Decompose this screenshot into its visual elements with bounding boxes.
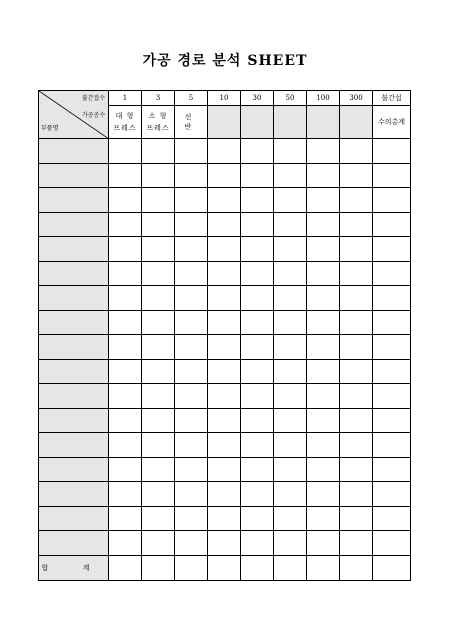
- data-cell[interactable]: [175, 188, 208, 213]
- data-cell[interactable]: [373, 212, 411, 237]
- data-cell[interactable]: [373, 457, 411, 482]
- data-cell[interactable]: [142, 384, 175, 409]
- data-cell[interactable]: [142, 139, 175, 164]
- part-name-cell[interactable]: [39, 335, 109, 360]
- data-cell[interactable]: [307, 139, 340, 164]
- data-cell[interactable]: [274, 139, 307, 164]
- data-cell[interactable]: [340, 212, 373, 237]
- data-cell[interactable]: [340, 531, 373, 556]
- data-cell[interactable]: [175, 433, 208, 458]
- data-cell[interactable]: [208, 212, 241, 237]
- data-cell[interactable]: [274, 335, 307, 360]
- table-row: [39, 482, 411, 507]
- total-cell[interactable]: [307, 555, 340, 580]
- data-cell[interactable]: [175, 310, 208, 335]
- data-cell[interactable]: [340, 408, 373, 433]
- part-name-cell[interactable]: [39, 163, 109, 188]
- header-number: 300: [340, 91, 373, 106]
- data-cell[interactable]: [274, 212, 307, 237]
- data-cell[interactable]: [340, 188, 373, 213]
- table-row: [39, 163, 411, 188]
- data-cell[interactable]: [109, 506, 142, 531]
- data-cell[interactable]: [307, 359, 340, 384]
- process-total-count: 수의총계: [373, 106, 411, 139]
- data-cell[interactable]: [340, 457, 373, 482]
- data-cell[interactable]: [109, 408, 142, 433]
- data-cell[interactable]: [109, 310, 142, 335]
- header-number-row: [39, 91, 411, 106]
- header-number: 1: [109, 91, 142, 106]
- data-cell[interactable]: [109, 384, 142, 409]
- data-cell[interactable]: [175, 335, 208, 360]
- total-cell[interactable]: [340, 555, 373, 580]
- data-cell[interactable]: [241, 384, 274, 409]
- process-empty: [307, 106, 340, 139]
- data-cell[interactable]: [175, 261, 208, 286]
- process-lathe: 선 반: [175, 106, 208, 139]
- data-cell[interactable]: [142, 433, 175, 458]
- total-cell[interactable]: [109, 555, 142, 580]
- data-cell[interactable]: [208, 335, 241, 360]
- data-cell[interactable]: [373, 139, 411, 164]
- table-row: [39, 237, 411, 262]
- total-cell[interactable]: [373, 555, 411, 580]
- total-cell[interactable]: [175, 555, 208, 580]
- process-small-press-line2: 프레스: [146, 124, 170, 132]
- process-large-press-line1: 대 형: [115, 112, 135, 120]
- data-cell[interactable]: [109, 433, 142, 458]
- data-cell[interactable]: [142, 457, 175, 482]
- data-cell[interactable]: [208, 408, 241, 433]
- data-cell[interactable]: [142, 286, 175, 311]
- data-cell[interactable]: [241, 433, 274, 458]
- data-cell[interactable]: [340, 335, 373, 360]
- data-cell[interactable]: [175, 163, 208, 188]
- data-cell[interactable]: [175, 457, 208, 482]
- data-cell[interactable]: [307, 310, 340, 335]
- data-cell[interactable]: [307, 531, 340, 556]
- data-cell[interactable]: [307, 237, 340, 262]
- data-cell[interactable]: [373, 384, 411, 409]
- data-cell[interactable]: [142, 408, 175, 433]
- data-cell[interactable]: [241, 139, 274, 164]
- data-cell[interactable]: [340, 261, 373, 286]
- corner-cell: [39, 91, 109, 139]
- header-number: 30: [241, 91, 274, 106]
- table-row: [39, 457, 411, 482]
- data-cell[interactable]: [373, 335, 411, 360]
- total-cell[interactable]: [241, 555, 274, 580]
- data-cell[interactable]: [274, 359, 307, 384]
- data-cell[interactable]: [373, 482, 411, 507]
- data-cell[interactable]: [109, 139, 142, 164]
- data-cell[interactable]: [241, 359, 274, 384]
- table-row: [39, 261, 411, 286]
- data-cell[interactable]: [109, 531, 142, 556]
- part-name-cell[interactable]: [39, 506, 109, 531]
- data-cell[interactable]: [109, 457, 142, 482]
- corner-mid-label: 가공공수: [81, 112, 105, 119]
- data-cell[interactable]: [241, 335, 274, 360]
- data-cell[interactable]: [373, 433, 411, 458]
- header-number: 100: [307, 91, 340, 106]
- data-cell[interactable]: [175, 286, 208, 311]
- data-cell[interactable]: [175, 531, 208, 556]
- total-row: [39, 555, 411, 580]
- data-cell[interactable]: [241, 506, 274, 531]
- data-cell[interactable]: [274, 482, 307, 507]
- data-cell[interactable]: [208, 384, 241, 409]
- data-cell[interactable]: [109, 163, 142, 188]
- process-small-press-line1: 소 형: [148, 112, 168, 120]
- data-cell[interactable]: [142, 261, 175, 286]
- data-cell[interactable]: [274, 261, 307, 286]
- data-cell[interactable]: [274, 433, 307, 458]
- data-cell[interactable]: [373, 188, 411, 213]
- analysis-table: [38, 90, 411, 581]
- data-cell[interactable]: [307, 163, 340, 188]
- part-name-cell[interactable]: [39, 286, 109, 311]
- table-row: [39, 212, 411, 237]
- data-cell[interactable]: [373, 531, 411, 556]
- data-cell[interactable]: [307, 482, 340, 507]
- data-cell[interactable]: [307, 506, 340, 531]
- part-name-cell[interactable]: [39, 237, 109, 262]
- part-name-cell[interactable]: [39, 531, 109, 556]
- header-number: 5: [175, 91, 208, 106]
- process-empty: [274, 106, 307, 139]
- data-cell[interactable]: [208, 359, 241, 384]
- data-cell[interactable]: [241, 286, 274, 311]
- data-cell[interactable]: [109, 482, 142, 507]
- process-large-press: [109, 106, 142, 139]
- process-empty: [241, 106, 274, 139]
- part-name-cell[interactable]: [39, 384, 109, 409]
- data-cell[interactable]: [307, 433, 340, 458]
- part-name-cell[interactable]: [39, 482, 109, 507]
- data-cell[interactable]: [109, 286, 142, 311]
- data-cell[interactable]: [208, 457, 241, 482]
- data-cell[interactable]: [241, 163, 274, 188]
- data-cell[interactable]: [109, 188, 142, 213]
- total-cell[interactable]: [142, 555, 175, 580]
- data-cell[interactable]: [373, 506, 411, 531]
- data-cell[interactable]: [142, 531, 175, 556]
- data-cell[interactable]: [142, 188, 175, 213]
- data-cell[interactable]: [307, 188, 340, 213]
- data-cell[interactable]: [340, 359, 373, 384]
- data-cell[interactable]: [373, 286, 411, 311]
- part-name-cell[interactable]: [39, 139, 109, 164]
- data-cell[interactable]: [208, 506, 241, 531]
- data-cell[interactable]: [241, 531, 274, 556]
- data-cell[interactable]: [340, 163, 373, 188]
- table-row: [39, 384, 411, 409]
- data-cell[interactable]: [241, 482, 274, 507]
- data-cell[interactable]: [274, 531, 307, 556]
- data-cell[interactable]: [175, 212, 208, 237]
- data-cell[interactable]: [274, 384, 307, 409]
- data-cell[interactable]: [142, 335, 175, 360]
- table-row: [39, 335, 411, 360]
- part-name-cell[interactable]: [39, 261, 109, 286]
- table-row: [39, 359, 411, 384]
- total-cell[interactable]: [274, 555, 307, 580]
- data-cell[interactable]: [109, 359, 142, 384]
- data-cell[interactable]: [142, 359, 175, 384]
- data-cell[interactable]: [142, 482, 175, 507]
- data-cell[interactable]: [241, 310, 274, 335]
- data-cell[interactable]: [274, 163, 307, 188]
- data-cell[interactable]: [373, 310, 411, 335]
- data-cell[interactable]: [175, 506, 208, 531]
- data-cell[interactable]: [274, 237, 307, 262]
- data-cell[interactable]: [175, 482, 208, 507]
- data-cell[interactable]: [241, 212, 274, 237]
- data-cell[interactable]: [208, 188, 241, 213]
- data-cell[interactable]: [307, 212, 340, 237]
- table-row: [39, 531, 411, 556]
- data-cell[interactable]: [175, 408, 208, 433]
- data-cell[interactable]: [109, 261, 142, 286]
- data-cell[interactable]: [109, 237, 142, 262]
- table-row: [39, 433, 411, 458]
- data-cell[interactable]: [208, 433, 241, 458]
- data-cell[interactable]: [208, 261, 241, 286]
- process-small-press: [142, 106, 175, 139]
- data-cell[interactable]: [208, 139, 241, 164]
- header-number: 불간섭: [373, 91, 411, 106]
- data-cell[interactable]: [373, 261, 411, 286]
- data-cell[interactable]: [340, 384, 373, 409]
- data-cell[interactable]: [274, 408, 307, 433]
- data-cell[interactable]: [340, 310, 373, 335]
- data-cell[interactable]: [274, 506, 307, 531]
- data-cell[interactable]: [241, 261, 274, 286]
- part-name-cell[interactable]: [39, 212, 109, 237]
- data-cell[interactable]: [373, 237, 411, 262]
- data-cell[interactable]: [340, 433, 373, 458]
- data-cell[interactable]: [307, 384, 340, 409]
- data-cell[interactable]: [208, 531, 241, 556]
- part-name-cell[interactable]: [39, 310, 109, 335]
- data-cell[interactable]: [274, 188, 307, 213]
- part-name-cell[interactable]: [39, 188, 109, 213]
- data-cell[interactable]: [373, 163, 411, 188]
- header-number: 10: [208, 91, 241, 106]
- data-cell[interactable]: [208, 286, 241, 311]
- table-row: [39, 188, 411, 213]
- data-cell[interactable]: [274, 310, 307, 335]
- data-cell[interactable]: [208, 310, 241, 335]
- data-cell[interactable]: [142, 237, 175, 262]
- data-cell[interactable]: [241, 408, 274, 433]
- data-cell[interactable]: [208, 163, 241, 188]
- data-cell[interactable]: [307, 457, 340, 482]
- process-large-press-line2: 프레스: [113, 124, 137, 132]
- data-cell[interactable]: [175, 139, 208, 164]
- data-cell[interactable]: [175, 384, 208, 409]
- data-cell[interactable]: [307, 286, 340, 311]
- header-number: 50: [274, 91, 307, 106]
- total-label: 합 계: [39, 555, 109, 580]
- data-cell[interactable]: [373, 359, 411, 384]
- data-cell[interactable]: [241, 457, 274, 482]
- data-cell[interactable]: [142, 163, 175, 188]
- table-row: [39, 310, 411, 335]
- data-cell[interactable]: [208, 237, 241, 262]
- data-cell[interactable]: [175, 237, 208, 262]
- data-cell[interactable]: [340, 139, 373, 164]
- corner-left-label: 부품명: [41, 125, 59, 132]
- data-cell[interactable]: [340, 286, 373, 311]
- corner-top-label: 불간접수: [81, 95, 105, 102]
- data-cell[interactable]: [340, 482, 373, 507]
- sheet-title: 가공 경로 분석 SHEET: [142, 53, 308, 69]
- data-cell[interactable]: [241, 188, 274, 213]
- part-name-cell[interactable]: [39, 457, 109, 482]
- total-cell[interactable]: [208, 555, 241, 580]
- part-name-cell[interactable]: [39, 359, 109, 384]
- data-cell[interactable]: [142, 212, 175, 237]
- data-cell[interactable]: [340, 237, 373, 262]
- data-cell[interactable]: [307, 261, 340, 286]
- data-cell[interactable]: [340, 506, 373, 531]
- part-name-cell[interactable]: [39, 408, 109, 433]
- data-cell[interactable]: [307, 408, 340, 433]
- process-empty: [208, 106, 241, 139]
- data-cell[interactable]: [307, 335, 340, 360]
- part-name-cell[interactable]: [39, 433, 109, 458]
- data-cell[interactable]: [274, 286, 307, 311]
- data-cell[interactable]: [142, 310, 175, 335]
- data-cell[interactable]: [208, 482, 241, 507]
- data-cell[interactable]: [109, 335, 142, 360]
- data-cell[interactable]: [109, 212, 142, 237]
- data-cell[interactable]: [373, 408, 411, 433]
- header-number: 3: [142, 91, 175, 106]
- data-cell[interactable]: [175, 359, 208, 384]
- process-empty: [340, 106, 373, 139]
- data-cell[interactable]: [241, 237, 274, 262]
- data-cell[interactable]: [274, 457, 307, 482]
- data-cell[interactable]: [142, 506, 175, 531]
- table-row: [39, 139, 411, 164]
- table-row: [39, 408, 411, 433]
- table-row: [39, 286, 411, 311]
- table-row: [39, 506, 411, 531]
